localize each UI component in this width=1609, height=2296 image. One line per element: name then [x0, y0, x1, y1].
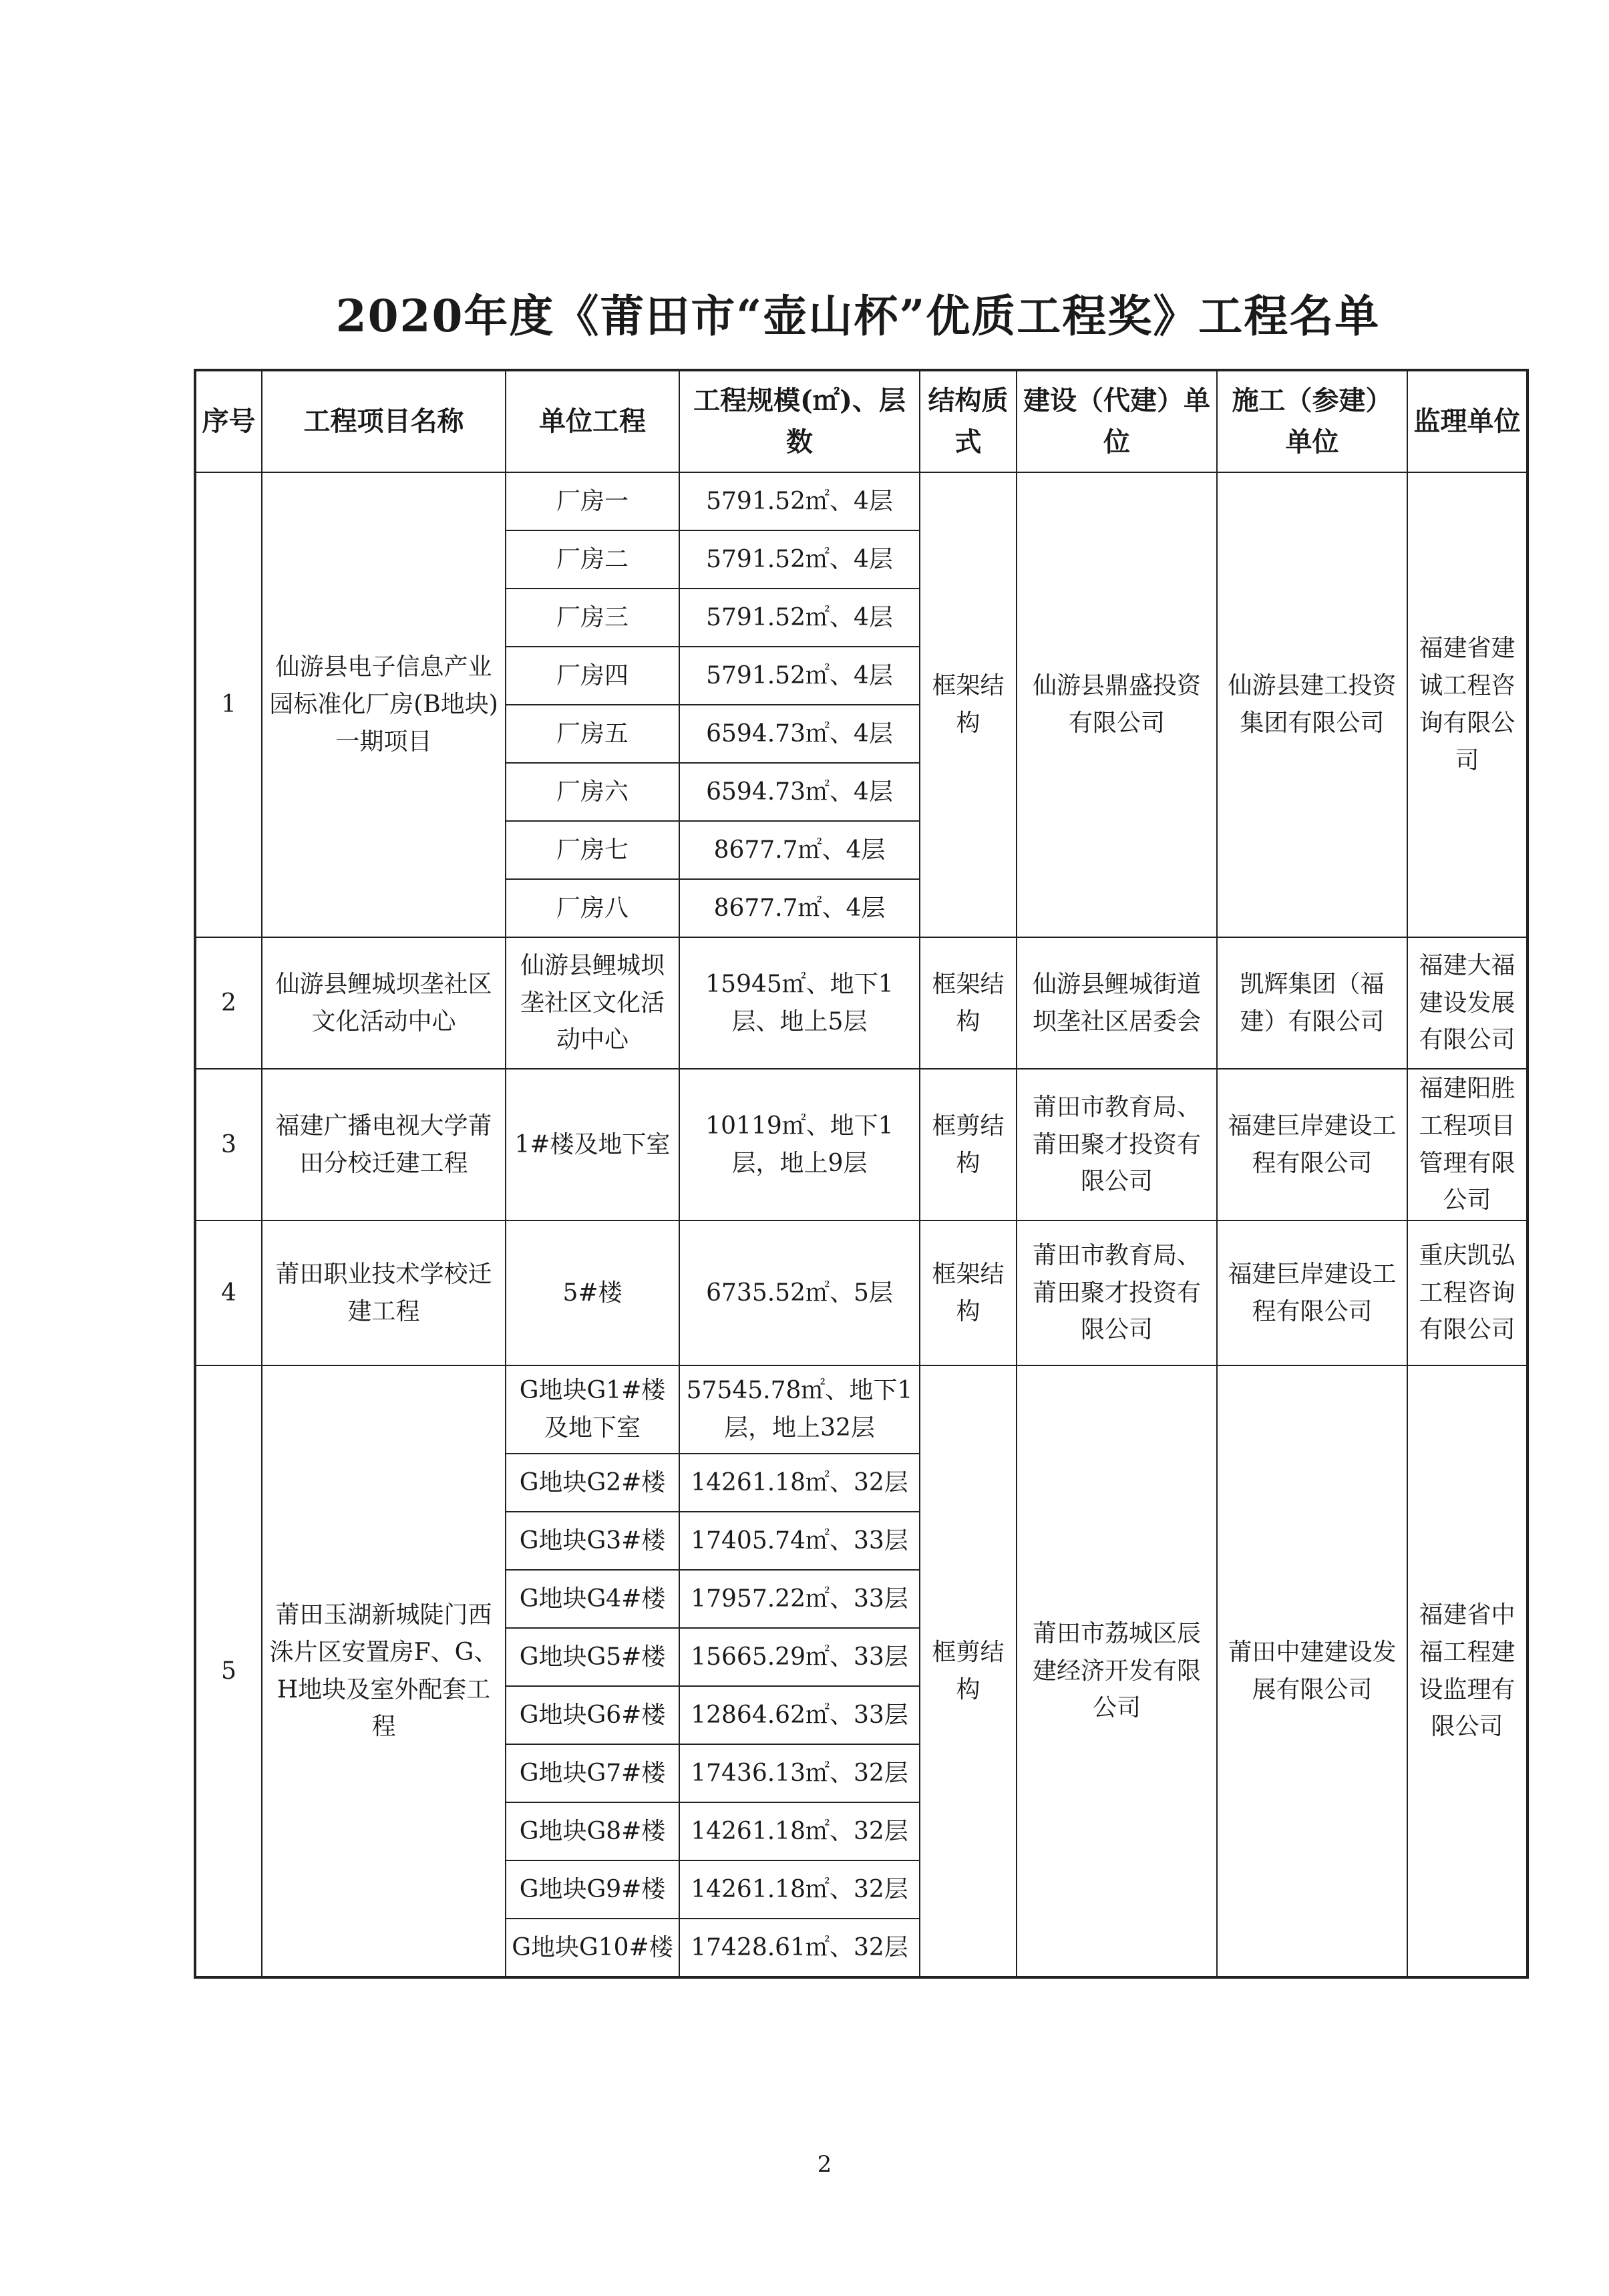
- table-row: [195, 1365, 1528, 1454]
- project-name: 仙游县电子信息产业园标准化厂房(B地块)一期项目: [262, 472, 506, 937]
- project-builder: 莆田市荔城区辰建经济开发有限公司: [1017, 1365, 1217, 1977]
- project-supervisor: 福建省中福工程建设监理有限公司: [1407, 1365, 1528, 1977]
- project-builder: 仙游县鼎盛投资有限公司: [1017, 472, 1217, 937]
- project-seq: 3: [195, 1069, 262, 1220]
- unit-name: G地块G5#楼: [506, 1628, 679, 1686]
- project-seq: 5: [195, 1365, 262, 1977]
- page-title: 2020年度《莆田市“壶山杯”优质工程奖》工程名单: [335, 290, 1381, 342]
- project-supervisor: 重庆凯弘工程咨询有限公司: [1407, 1220, 1528, 1365]
- table-row: [195, 937, 1528, 1069]
- unit-scale: 17428.61㎡、32层: [679, 1919, 920, 1977]
- unit-name: 厂房七: [506, 821, 679, 879]
- project-contractor: 福建巨岸建设工程有限公司: [1217, 1220, 1407, 1365]
- unit-name: 厂房四: [506, 647, 679, 705]
- project-builder: 莆田市教育局、莆田聚才投资有限公司: [1017, 1069, 1217, 1220]
- unit-scale: 14261.18㎡、32层: [679, 1454, 920, 1512]
- unit-scale: 17405.74㎡、33层: [679, 1512, 920, 1570]
- unit-name: 仙游县鲤城坝垄社区文化活动中心: [506, 937, 679, 1069]
- project-name: 莆田职业技术学校迁建工程: [262, 1220, 506, 1365]
- unit-scale: 5791.52㎡、4层: [679, 472, 920, 530]
- unit-name: 厂房六: [506, 763, 679, 821]
- unit-name: 5#楼: [506, 1220, 679, 1365]
- unit-name: G地块G9#楼: [506, 1860, 679, 1919]
- unit-scale: 15665.29㎡、33层: [679, 1628, 920, 1686]
- header-unit: 单位工程: [506, 370, 679, 472]
- project-contractor: 仙游县建工投资集团有限公司: [1217, 472, 1407, 937]
- unit-scale: 15945㎡、地下1层、地上5层: [679, 937, 920, 1069]
- unit-scale: 5791.52㎡、4层: [679, 589, 920, 647]
- project-structure: 框剪结构: [920, 1069, 1017, 1220]
- unit-scale: 6594.73㎡、4层: [679, 763, 920, 821]
- project-structure: 框架结构: [920, 472, 1017, 937]
- project-name: 仙游县鲤城坝垄社区文化活动中心: [262, 937, 506, 1069]
- project-structure: 框架结构: [920, 937, 1017, 1069]
- unit-scale: 8677.7㎡、4层: [679, 821, 920, 879]
- unit-scale: 5791.52㎡、4层: [679, 647, 920, 705]
- project-name: 福建广播电视大学莆田分校迁建工程: [262, 1069, 506, 1220]
- unit-scale: 10119㎡、地下1层，地上9层: [679, 1069, 920, 1220]
- header-supervisor: 监理单位: [1407, 370, 1528, 472]
- award-project-table: [194, 369, 1529, 1979]
- unit-name: 厂房八: [506, 879, 679, 937]
- header-scale: 工程规模(㎡)、层数: [679, 370, 920, 472]
- table-row: [195, 1220, 1528, 1365]
- unit-scale: 14261.18㎡、32层: [679, 1802, 920, 1860]
- project-seq: 4: [195, 1220, 262, 1365]
- project-contractor: 福建巨岸建设工程有限公司: [1217, 1069, 1407, 1220]
- header-structure: 结构质式: [920, 370, 1017, 472]
- unit-name: G地块G10#楼: [506, 1919, 679, 1977]
- unit-name: 1#楼及地下室: [506, 1069, 679, 1220]
- table-header-row: [195, 370, 1528, 472]
- unit-name: 厂房五: [506, 705, 679, 763]
- unit-scale: 14261.18㎡、32层: [679, 1860, 920, 1919]
- project-supervisor: 福建大福建设发展有限公司: [1407, 937, 1528, 1069]
- unit-name: 厂房三: [506, 589, 679, 647]
- project-supervisor: 福建省建诚工程咨询有限公司: [1407, 472, 1528, 937]
- table-row: [195, 472, 1528, 530]
- project-structure: 框剪结构: [920, 1365, 1017, 1977]
- unit-scale: 57545.78㎡、地下1层，地上32层: [679, 1365, 920, 1454]
- unit-name: 厂房一: [506, 472, 679, 530]
- unit-scale: 6735.52㎡、5层: [679, 1220, 920, 1365]
- unit-name: G地块G4#楼: [506, 1570, 679, 1628]
- unit-name: G地块G2#楼: [506, 1454, 679, 1512]
- unit-scale: 17436.13㎡、32层: [679, 1744, 920, 1802]
- header-seq: 序号: [195, 370, 262, 472]
- unit-scale: 17957.22㎡、33层: [679, 1570, 920, 1628]
- unit-name: G地块G6#楼: [506, 1686, 679, 1744]
- unit-name: G地块G3#楼: [506, 1512, 679, 1570]
- page-number: 2: [817, 2151, 832, 2178]
- project-seq: 1: [195, 472, 262, 937]
- unit-name: 厂房二: [506, 530, 679, 589]
- unit-scale: 6594.73㎡、4层: [679, 705, 920, 763]
- unit-scale: 5791.52㎡、4层: [679, 530, 920, 589]
- unit-name: G地块G7#楼: [506, 1744, 679, 1802]
- table-row: [195, 1069, 1528, 1220]
- project-builder: 仙游县鲤城街道坝垄社区居委会: [1017, 937, 1217, 1069]
- project-supervisor: 福建阳胜工程项目管理有限公司: [1407, 1069, 1528, 1220]
- unit-scale: 8677.7㎡、4层: [679, 879, 920, 937]
- project-structure: 框架结构: [920, 1220, 1017, 1365]
- header-project-name: 工程项目名称: [262, 370, 506, 472]
- unit-name: G地块G1#楼及地下室: [506, 1365, 679, 1454]
- header-contractor: 施工（参建）单位: [1217, 370, 1407, 472]
- project-builder: 莆田市教育局、莆田聚才投资有限公司: [1017, 1220, 1217, 1365]
- project-contractor: 莆田中建建设发展有限公司: [1217, 1365, 1407, 1977]
- project-contractor: 凯辉集团（福建）有限公司: [1217, 937, 1407, 1069]
- project-seq: 2: [195, 937, 262, 1069]
- unit-name: G地块G8#楼: [506, 1802, 679, 1860]
- project-name: 莆田玉湖新城陡门西洙片区安置房F、G、H地块及室外配套工程: [262, 1365, 506, 1977]
- unit-scale: 12864.62㎡、33层: [679, 1686, 920, 1744]
- header-builder: 建设（代建）单位: [1017, 370, 1217, 472]
